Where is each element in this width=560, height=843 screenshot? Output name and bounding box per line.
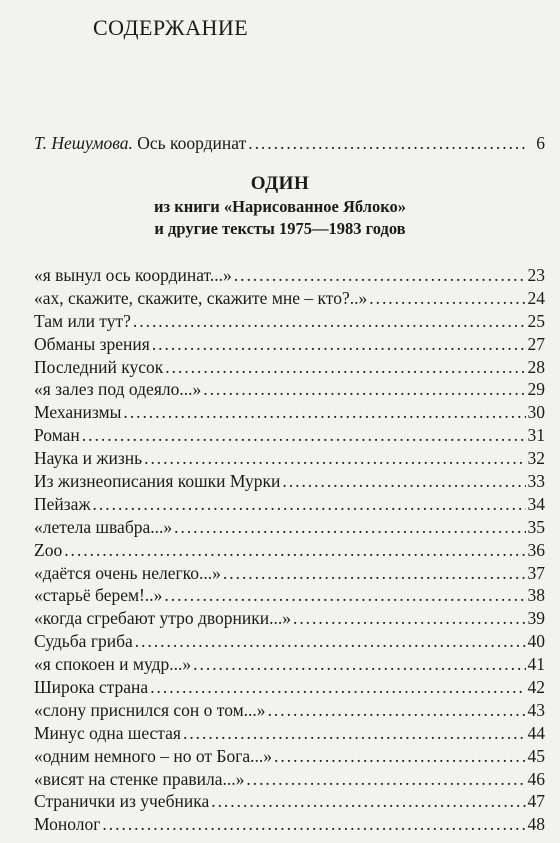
toc-entry-page-number: 47	[527, 791, 545, 812]
toc-entry-page-number: 40	[527, 631, 545, 652]
toc-entry	[34, 605, 545, 628]
toc-entry-page-number: 28	[527, 356, 545, 377]
toc-entry-title: Пейзаж	[34, 493, 91, 514]
toc-entry-page-number: 38	[527, 585, 545, 606]
toc-entry	[34, 376, 545, 399]
toc-entry-title: «я спокоен и мудр...»	[34, 654, 192, 675]
toc-entry	[34, 674, 545, 697]
toc-entry-page-number: 25	[527, 310, 545, 331]
toc-entry-page-number: 41	[527, 654, 545, 675]
toc-entry-title: Из жизнеописания кошки Мурки	[34, 471, 281, 492]
toc-entry-title: «летела швабра...»	[34, 516, 173, 537]
toc-entry-title: Монолог	[34, 814, 101, 835]
toc-entry	[34, 399, 545, 422]
section-subtitle-line-1: из книги «Нарисованное Яблоко»	[153, 197, 406, 216]
toc-entry-title: «слону приснился сон о том...»	[34, 699, 266, 720]
toc-entry	[34, 766, 545, 789]
toc-entry-page-number: 45	[527, 745, 545, 766]
toc-entry-page-number: 23	[527, 265, 545, 285]
page-heading: СОДЕРЖАНИЕ	[93, 15, 249, 40]
toc-entry	[34, 354, 545, 377]
toc-entry-page-number: 30	[527, 402, 545, 423]
toc-entry	[34, 468, 545, 491]
toc-entry-page-number: 27	[527, 333, 545, 354]
toc-entry	[34, 788, 545, 811]
toc-entry-title: «старьё берем!..»	[34, 585, 163, 606]
toc-entry-title: Судьба гриба	[34, 631, 133, 652]
toc-entry	[34, 582, 545, 605]
toc-entry-page-number: 44	[527, 722, 545, 743]
toc-entry	[34, 491, 545, 514]
toc-entry	[34, 628, 545, 651]
toc-entry-page-number: 43	[527, 699, 545, 720]
toc-entry-title: Обманы зрения	[34, 333, 150, 354]
toc-entry-page-number: 46	[527, 768, 545, 789]
toc-entry-title: «одним немного – но от Бога...»	[34, 745, 273, 766]
toc-entry	[34, 285, 545, 308]
toc-entry-page-number: 24	[527, 287, 545, 308]
toc-entry-title: Роман	[34, 425, 80, 446]
dot-leader	[248, 130, 527, 156]
toc-entry	[34, 537, 545, 560]
toc-entry-title: Минус одна шестая	[34, 722, 181, 743]
preface-entry	[34, 130, 545, 156]
toc-entry	[34, 422, 545, 445]
preface-author: Т. Нешумова.	[34, 133, 133, 153]
toc-entry-page-number: 37	[527, 562, 545, 583]
toc-entry-title: Наука и жизнь	[34, 448, 143, 469]
toc-entry	[34, 331, 545, 354]
table-of-contents	[34, 262, 545, 834]
toc-entry-page-number: 35	[527, 516, 545, 537]
toc-entry-page-number: 32	[527, 448, 545, 469]
toc-entry	[34, 514, 545, 537]
toc-entry	[34, 262, 545, 285]
toc-entry	[34, 308, 545, 331]
toc-entry-page-number: 31	[527, 425, 545, 446]
toc-entry	[34, 697, 545, 720]
section-header	[0, 172, 560, 240]
toc-entry-title: «висят на стенке правила...»	[34, 768, 245, 789]
toc-entry-page-number: 36	[527, 539, 545, 560]
toc-entry	[34, 743, 545, 766]
toc-entry-title: «когда сгребают утро дворники...»	[34, 608, 291, 629]
toc-entry-page-number: 42	[527, 677, 545, 698]
toc-entry	[34, 445, 545, 468]
section-title: ОДИН	[250, 173, 310, 194]
toc-entry-title: «я вынул ось координат...»	[34, 265, 232, 285]
toc-entry	[34, 560, 545, 583]
toc-entry-page-number: 34	[527, 493, 545, 514]
toc-entry-title: Широка страна	[34, 677, 149, 698]
toc-entry-title: «я залез под одеяло...»	[34, 379, 202, 400]
toc-entry-title: Странички из учебника	[34, 791, 210, 812]
toc-entry-page-number: 39	[527, 608, 545, 629]
toc-entry-page-number: 29	[527, 379, 545, 400]
toc-entry-title: Последний кусок	[34, 356, 164, 377]
toc-entry	[34, 811, 545, 834]
toc-entry-page-number: 33	[527, 471, 545, 492]
toc-entry-title: Zoo	[34, 539, 63, 560]
section-subtitle-line-2: и другие тексты 1975—1983 годов	[154, 219, 406, 238]
toc-entry-title: Там или тут?	[34, 310, 131, 331]
preface-title: Ось координат	[132, 133, 247, 153]
toc-entry	[34, 720, 545, 743]
toc-entry	[34, 651, 545, 674]
toc-entry-title: «ах, скажите, скажите, скажите мне – кто?..»	[34, 287, 368, 308]
toc-entry-page-number: 48	[527, 814, 545, 835]
toc-entry-title: Механизмы	[34, 402, 122, 423]
dot-leader	[102, 811, 525, 837]
toc-entry-title: «даётся очень нелегко...»	[34, 562, 221, 583]
preface-page-number: 6	[536, 133, 545, 153]
